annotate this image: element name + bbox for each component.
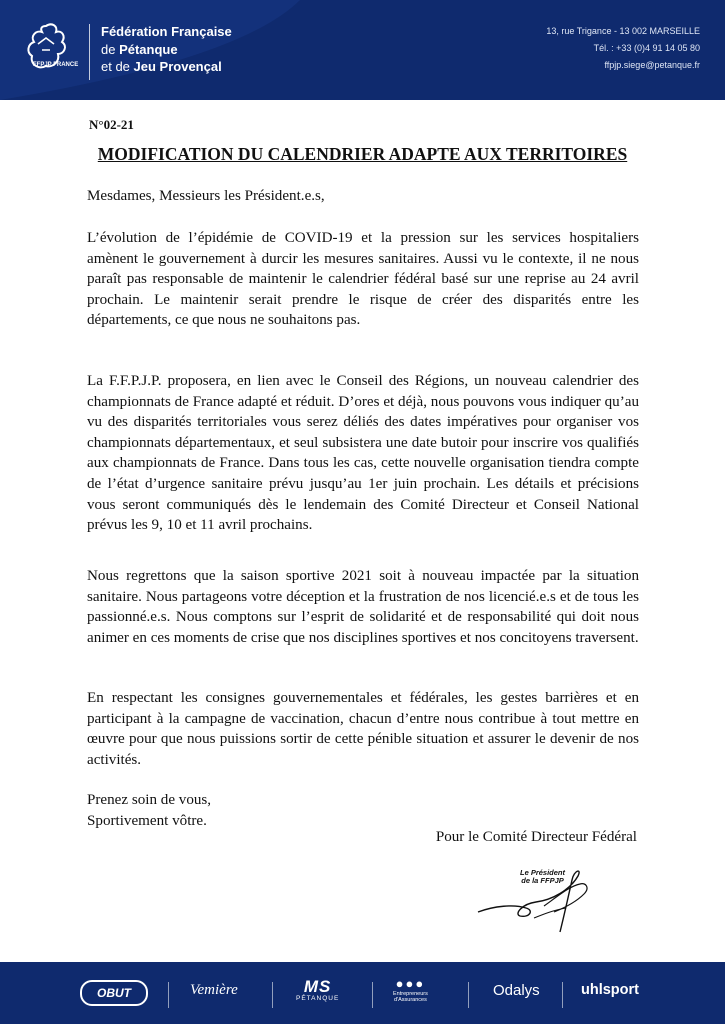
mma-caption-2: d'Assurances [394,997,427,1003]
sponsor-vemiere-logo: Vemière [190,982,238,998]
sponsor-mma-logo [393,976,428,1003]
sponsor-footer [0,962,725,1024]
footer-divider [562,982,563,1008]
rooster-icon [22,20,70,80]
sponsor-odalys-logo: Odalys [493,982,540,999]
org-line-2-prefix: de [101,41,120,57]
sign-off: Pour le Comité Directeur Fédéral [435,829,637,845]
org-line-2-bold: Pétanque [119,41,178,57]
closing-line-1: Prenez soin de vous, [87,792,212,808]
paragraph-1: L’évolution de l’épidémie de COVID-19 et la pression sur les services hospitaliers amènent le gouvernement à durcir les mesures sanitaires. Aussi vu le contexte, il ne nous paraît pas responsable de maintenir le calendrier fédéral basé sur une reprise au 24 avril prochain. Le maintenir serait prendre le risque de créer des disparités entre les départements, ce que nous ne souhaitons pas. [87,230,639,329]
footer-divider [468,982,469,1008]
logo-caption: FFPJP FRANCE [33,62,79,68]
sponsor-uhlsport-logo: uhlsport [581,982,639,998]
letter-title: MODIFICATION DU CALENDRIER ADAPTE AUX TERRITOIRES [97,144,628,164]
org-line-3-prefix: et de [101,59,134,74]
letterhead-banner [0,0,725,100]
paragraph-3: Nous regrettons que la saison sportive 2021 soit à nouveau impactée par la situation sanitaire. Nous partageons votre déception et la frustration de nos licencié.e.s et de tous les passionné.e.s. Nous comptons sur l’esprit de solidarité et de responsabilité qui doit nous animer en ces moments de crise que nos disciplines sportives et nos concitoyens traversent. [87,568,639,646]
contact-block [546,23,700,74]
signature-caption-line-2: de la FFPJP [521,876,564,885]
org-line-3-bold: Jeu Provençal [133,59,222,74]
ms-caption: PÉTANQUE [296,995,340,1002]
greeting: Mesdames, Messieurs les Président.e.s, [87,188,325,204]
closing [87,790,211,831]
signature-caption-line-1: Le Président [520,868,566,877]
mma-caption-1: Entrepreneurs [393,991,428,997]
organization-name [101,23,232,76]
paragraph-2: La F.F.P.J.P. proposera, en lien avec le Conseil des Régions, un nouveau calendrier des championnats de France adapté et réduit. D’ores et déjà, nous pouvons vous indiquer qu’au vu des disparités territoriales vous serez déliés des dates impératives pour organiser vos championnats départementaux, et seul subsistera une date butoir pour inscrire vos qualifiés aux championnats de France. Dans tous les cas, cette nouvelle organisation tiendra compte de l’état d’urgence sanitaire prévu jusqu’au 1er juin prochain. Les détails et précisions vous seront communiqués dès le lendemain des Comité Directeur et Conseil National prévus les 9, 10 et 11 avril prochains. [87,373,639,534]
footer-divider [372,982,373,1008]
paragraph-4: En respectant les consignes gouvernementales et fédérales, les gestes barrières et en participant à la campagne de vaccination, chacun d’entre nous contribue à tout mettre en œuvre pour que nous puissions sortir de cette pénible situation et assurer le devenir de nos activités. [87,690,639,768]
footer-divider [168,982,169,1008]
header-divider [89,24,90,80]
sponsor-obut-logo: OBUT [80,980,148,1006]
phone: Tél. : +33 (0)4 91 14 05 80 [593,43,700,53]
signature-caption [520,869,565,885]
closing-line-2: Sportivement vôtre. [87,812,207,829]
org-line-1: Fédération Française [101,24,232,39]
ms-mark: MS [303,977,332,996]
footer-divider [272,982,273,1008]
address: 13, rue Trigance - 13 002 MARSEILLE [546,26,700,36]
email-link[interactable]: ffpjp.siege@petanque.fr [604,60,700,70]
mma-mark: ●●● [395,976,426,991]
reference-number: N°02-21 [89,117,134,132]
sponsor-ms-logo [296,978,339,1002]
